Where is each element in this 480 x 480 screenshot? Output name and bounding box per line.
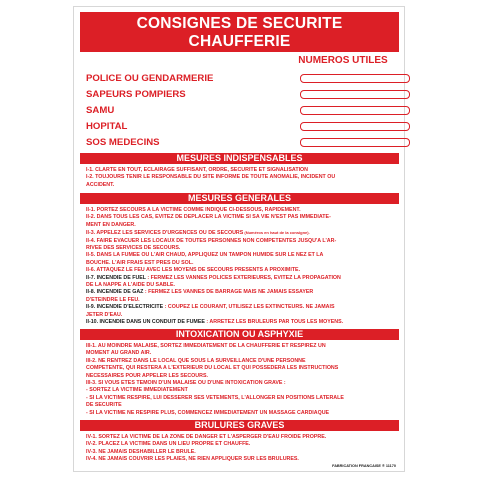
text-run-small: (Numéros en haut de la consigne). [243, 230, 310, 236]
text-line: JETER D'EAU. [86, 311, 123, 318]
text-line: II-6. ATTAQUEZ LE FEU AVEC LES MOYENS DE SECOURS PRESENTS A PROXIMITE. [86, 267, 301, 274]
section-mesures-indispensables: MESURES INDISPENSABLES [80, 153, 399, 164]
text-line: DE LA NAPPE A L'AIDE DU SABLE. [86, 282, 175, 289]
text-line: NECESSAIRES POUR APPELER LES SECOURS. [86, 372, 208, 379]
text-run-dark: II-10. INCENDIE DANS UN CONDUIT DE FUMEE [86, 319, 205, 326]
numero-box [300, 122, 410, 131]
text-line: IV-3. NE JAMAIS DESHABILLER LE BRULE. [86, 448, 196, 455]
numero-row-sos-medecins [86, 136, 400, 150]
text-line: II-1. PORTEZ SECOURS A LA VICTIME COMME INDIQUE CI-DESSOUS, RAPIDEMENT. [86, 207, 301, 213]
numero-box [300, 106, 410, 115]
numero-label: POLICE OU GENDARMERIE [86, 73, 214, 84]
numero-label: SOS MEDECINS [86, 137, 160, 148]
title-line-2: CHAUFFERIE [188, 33, 291, 50]
text-line: MOMENT AU GRAND AIR. [86, 350, 152, 357]
section-intoxication: INTOXICATION OU ASPHYXIE [80, 329, 399, 340]
text-run-dark: II-8. INCENDIE DE GAZ [86, 289, 144, 296]
numeros-utiles-header: NUMEROS UTILES [298, 55, 388, 66]
text-run: : FERMEZ LES VANNES POLICES EXTERIEURES, EVITEZ LA PROPAGATION [145, 274, 341, 281]
text-line [86, 289, 398, 296]
title-line-1: CONSIGNES DE SECURITE [136, 15, 343, 32]
text-line: IV-1. SORTEZ LA VICTIME DE LA ZONE DE DANGER ET L'ASPERGER D'EAU FROIDE PROPRE. [86, 434, 327, 440]
text-line [86, 304, 398, 311]
text-run-dark: II-9. INCENDIE D'ELECTRICITE [86, 304, 164, 311]
text-line: II-4. FAIRE EVACUER LES LOCAUX DE TOUTES PERSONNES NON COMPETENTES JUSQU'A L'AR- [86, 237, 337, 244]
text-line: - SI LA VICTIME RESPIRE, LUI DESSERER SES VETEMENTS, L'ALLONGER EN POSITIONS LATERALE [86, 394, 344, 401]
safety-sign [73, 6, 405, 472]
mesures-indispensables-text [86, 167, 398, 189]
text-run: II-3. APPELEZ LES SERVICES D'URGENCES OU DE SECOURS [86, 230, 244, 237]
section-mesures-generales: MESURES GENERALES [80, 193, 399, 204]
text-run: : COUPEZ LE COURANT, UTILISEZ LES EXTINCTEURS. NE JAMAIS [163, 304, 335, 311]
numero-row-police [86, 72, 400, 86]
text-line: II-2. DANS TOUS LES CAS, EVITEZ DE DEPLACER LA VICTIME SI SA VIE N'EST PAS IMMEDIATE- [86, 214, 331, 221]
numero-row-hopital [86, 120, 400, 134]
text-line [86, 229, 398, 237]
text-line: IV-4. NE JAMAIS COUVRIR LES PLAIES, NE RIEN APPLIQUER SUR LES BRULURES. [86, 456, 299, 463]
mesures-generales-text [86, 207, 398, 327]
text-line: III-2. NE RENTREZ DANS LE LOCAL QUE SOUS LA SURVEILLANCE D'UNE PERSONNE [86, 357, 306, 364]
text-line: ACCIDENT. [86, 181, 115, 188]
numero-box [300, 138, 410, 147]
text-run: : ARRETEZ LES BRULEURS PAR TOUS LES MOYENS. [204, 319, 344, 326]
text-line: IV-2. PLACEZ LA VICTIME DANS UN LIEU PROPRE ET CHAUFFE. [86, 441, 251, 448]
text-line: MENT EN DANGER. [86, 221, 136, 228]
fabrication-footer: FABRICATION FRANCAISE ® 11170 [332, 464, 396, 468]
numero-row-pompiers [86, 88, 400, 102]
numero-box [300, 74, 410, 83]
text-line: III-1. AU MOINDRE MALAISE, SORTEZ IMMEDIATEMENT DE LA CHAUFFERIE ET RESPIREZ UN [86, 343, 326, 349]
text-line: I-1. CLARTE EN TOUT, ECLAIRAGE SUFFISANT, ORDRE, SECURITE ET SIGNALISATION [86, 167, 308, 173]
text-line: BOUCHE. L'AIR FRAIS EST PRES DU SOL. [86, 259, 194, 266]
text-line: - SORTEZ LA VICTIME IMMEDIATEMENT [86, 387, 188, 394]
text-line: I-2. TOUJOURS TENIR LE RESPONSABLE DU SITE INFORME DE TOUTE ANOMALIE, INCIDENT OU [86, 174, 336, 181]
text-run: : FERMEZ LES VANNES DE BARRAGE MAIS NE JAMAIS ESSAYER [143, 289, 314, 296]
numero-row-samu [86, 104, 400, 118]
text-line: D'ETEINDRE LE FEU. [86, 296, 140, 303]
brulures-text [86, 434, 398, 464]
numero-box [300, 90, 410, 99]
text-run-dark: II-7. INCENDIE DE FUEL [86, 274, 146, 281]
intoxication-text [86, 343, 398, 417]
text-line [86, 275, 398, 282]
section-brulures: BRULURES GRAVES [80, 420, 399, 431]
numero-label: SAMU [86, 105, 115, 116]
title-banner [80, 12, 399, 52]
text-line [86, 319, 398, 326]
numero-label: HOPITAL [86, 121, 128, 132]
numero-label: SAPEURS POMPIERS [86, 89, 186, 100]
text-line: COMPETENTE, QUI RESTERA A L'EXTERIEUR DU LOCAL ET QUI POSSEDERA LES INSTRUCTIONS [86, 365, 339, 372]
text-line: RIVEE DES SERVICES DE SECOURS. [86, 245, 181, 252]
text-line: - SI LA VICTIME NE RESPIRE PLUS, COMMENCEZ IMMEDIATEMENT UN MASSAGE CARDIAQUE [86, 409, 330, 416]
text-line: II-5. DANS LA FUMEE OU L'AIR CHAUD, APPLIQUEZ UN TAMPON HUMIDE SUR LE NEZ ET LA [86, 252, 324, 259]
text-line: DE SECURITE [86, 402, 122, 409]
text-line: III-3. SI VOUS ETES TEMOIN D'UN MALAISE OU D'UNE INTOXICATION GRAVE : [86, 380, 286, 387]
